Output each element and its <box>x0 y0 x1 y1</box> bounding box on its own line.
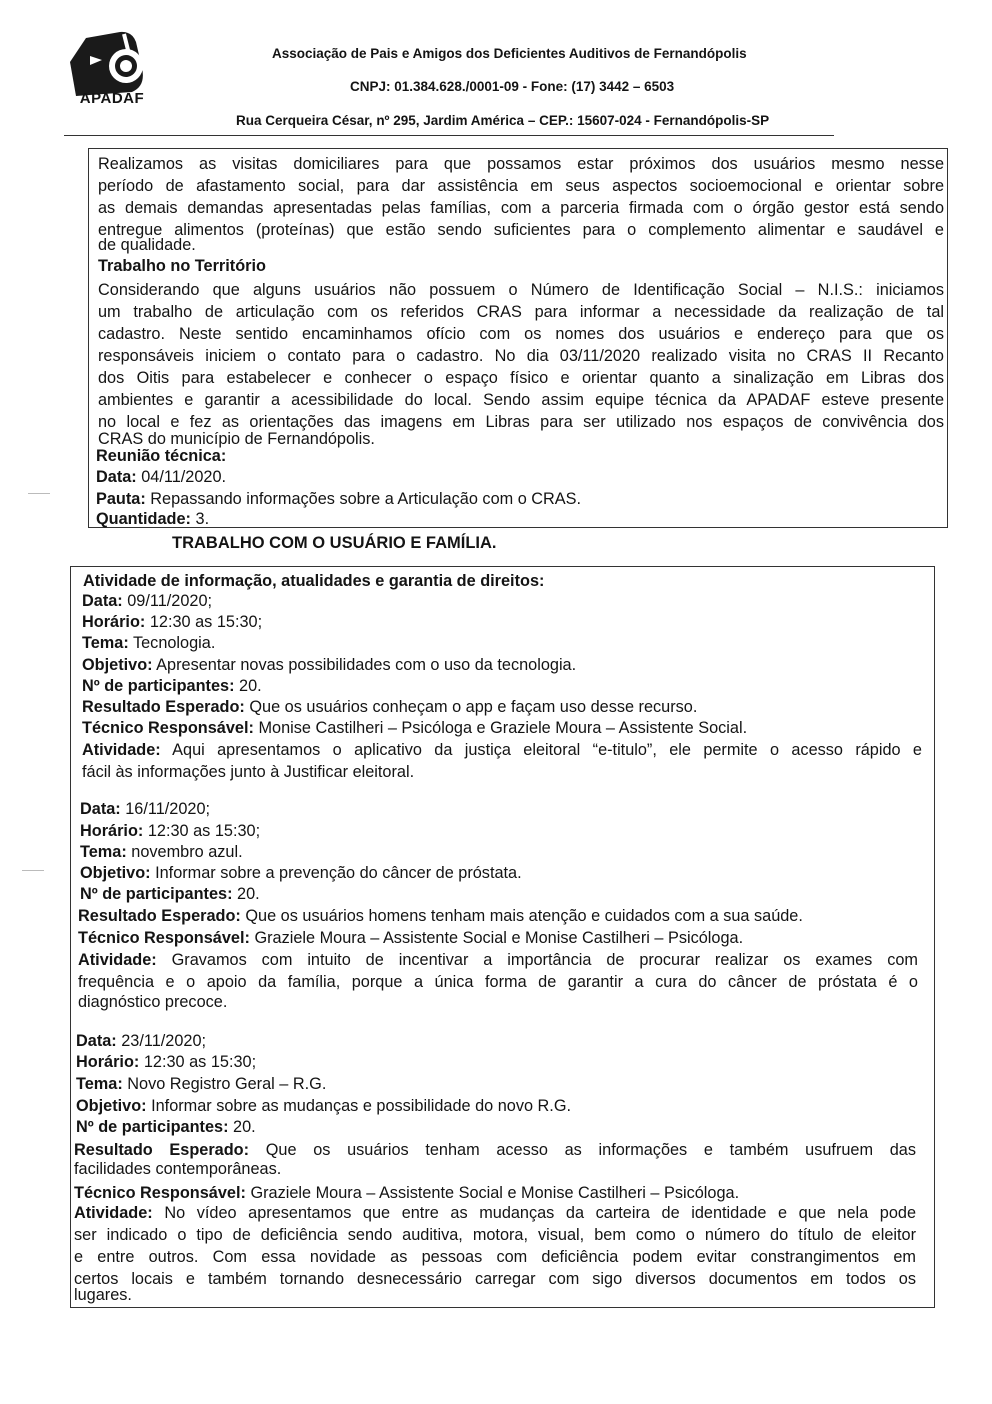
scan-mark <box>22 870 44 871</box>
entry-activity: Atividade: Gravamos com intuito de incentivar a importância de procurar realizar os exames com <box>78 951 918 969</box>
entry-technician: Técnico Responsável: Graziele Moura – Assistente Social e Monise Castilheri – Psicóloga. <box>74 1184 740 1202</box>
entry-participants: Nº de participantes: 20. <box>76 1118 256 1136</box>
paragraph-line: responsáveis iniciem o contato para o cadastro. No dia 03/11/2020 realizado visita no CRAS II Recanto <box>98 347 944 365</box>
entry-expected-result: Resultado Esperado: Que os usuários conheçam o app e façam uso desse recurso. <box>82 698 698 716</box>
activities-title: Atividade de informação, atualidades e garantia de direitos: <box>83 572 545 590</box>
entry-date: Data: 16/11/2020; <box>80 800 211 818</box>
entry-technician: Técnico Responsável: Monise Castilheri – Psicóloga e Graziele Moura – Assistente Social. <box>82 719 748 737</box>
meeting-date: Data: 04/11/2020. <box>96 468 227 486</box>
entry-objective: Objetivo: Informar sobre a prevenção do câncer de próstata. <box>80 864 522 882</box>
entry-expected-result-line: facilidades contemporâneas. <box>74 1160 282 1178</box>
meeting-agenda: Pauta: Repassando informações sobre a Articulação com o CRAS. <box>96 490 582 508</box>
paragraph-line: um trabalho de articulação com os referidos CRAS para informar a necessidade da realização de tal <box>98 303 944 321</box>
entry-activity-line: fácil às informações junto à Justificar eleitoral. <box>82 763 415 781</box>
entry-time: Horário: 12:30 as 15:30; <box>82 613 263 631</box>
scan-mark <box>28 493 50 494</box>
entry-date: Data: 23/11/2020; <box>76 1032 207 1050</box>
entry-activity-line: diagnóstico precoce. <box>78 993 228 1011</box>
address: Rua Cerqueira César, nº 295, Jardim América – CEP.: 15607-024 - Fernandópolis-SP <box>236 113 770 128</box>
section-title: TRABALHO COM O USUÁRIO E FAMÍLIA. <box>172 534 497 552</box>
entry-theme: Tema: novembro azul. <box>80 843 243 861</box>
entry-activity-line: ser indicado o tipo de deficiência sendo auditiva, motora, visual, bem como o número do título de eleitor <box>74 1226 916 1244</box>
section-heading: Reunião técnica: <box>96 447 227 465</box>
entry-time: Horário: 12:30 as 15:30; <box>80 822 261 840</box>
logo-text: APADAF <box>79 90 145 107</box>
paragraph-line: de qualidade. <box>98 236 196 254</box>
entry-theme: Tema: Novo Registro Geral – R.G. <box>76 1075 327 1093</box>
paragraph-line: ambientes e garantir a acessibilidade do local. Sendo assim equipe técnica da APADAF esteve presente <box>98 391 944 409</box>
paragraph-line: no local e fez as orientações das imagens em Libras para ser utilizado nos espaços de convivência dos <box>98 413 944 431</box>
entry-objective: Objetivo: Apresentar novas possibilidades com o uso da tecnologia. <box>82 656 577 674</box>
paragraph-line: Considerando que alguns usuários não possuem o Número de Identificação Social – N.I.S.: iniciamos <box>98 281 944 299</box>
paragraph-line: CRAS do município de Fernandópolis. <box>98 430 375 448</box>
entry-theme: Tema: Tecnologia. <box>82 634 216 652</box>
paragraph-line: período de afastamento social, para dar assistência em seus aspectos socioemocional e orientar sobre <box>98 177 944 195</box>
entry-activity-line: lugares. <box>74 1286 132 1304</box>
paragraph-line: entregue alimentos (proteínas) que estão sendo suficientes para o complemento alimentar e saudável e <box>98 221 944 239</box>
entry-activity-line: e entre outros. Com essa novidade as pessoas com deficiência podem evitar constrangimentos em <box>74 1248 916 1266</box>
org-name: Associação de Pais e Amigos dos Deficientes Auditivos de Fernandópolis <box>272 46 747 61</box>
entry-objective: Objetivo: Informar sobre as mudanças e possibilidade do novo R.G. <box>76 1097 572 1115</box>
paragraph-line: as demais demandas apresentadas pelas famílias, com a parceria firmada com o órgão gestor está sendo <box>98 199 944 217</box>
section-heading: Trabalho no Território <box>98 257 266 275</box>
entry-activity-line: certos locais e também tornando desnecessário carregar com sigo diversos documentos em todos os <box>74 1270 916 1288</box>
entry-participants: Nº de participantes: 20. <box>80 885 260 903</box>
header-divider <box>64 135 834 136</box>
paragraph-line: cadastro. Neste sentido encaminhamos ofício com os nomes dos usuários e endereço para que os <box>98 325 944 343</box>
paragraph-line: Realizamos as visitas domiciliares para que possamos estar próximos dos usuários mesmo nesse <box>98 155 944 173</box>
entry-time: Horário: 12:30 as 15:30; <box>76 1053 257 1071</box>
entry-activity: Atividade: No vídeo apresentamos que entre as mudanças da carteira de identidade e que nela pode <box>74 1204 916 1222</box>
entry-expected-result: Resultado Esperado: Que os usuários tenham acesso as informações e também usufruem das <box>74 1141 916 1159</box>
cnpj-phone: CNPJ: 01.384.628./0001-09 - Fone: (17) 3442 – 6503 <box>350 79 675 94</box>
entry-expected-result: Resultado Esperado: Que os usuários homens tenham mais atenção e cuidados com a sua saúde. <box>78 907 803 925</box>
entry-activity: Atividade: Aqui apresentamos o aplicativo da justiça eleitoral “e-titulo”, ele permite o acesso rápido e <box>82 741 922 759</box>
paragraph-line: dos Oitis para estabelecer e conhecer o espaço físico e orientar quanto a sinalização em Libras dos <box>98 369 944 387</box>
entry-activity-line: frequência e o apoio da família, porque a única forma de garantir a cura do câncer de próstata é o <box>78 973 918 991</box>
meeting-quantity: Quantidade: 3. <box>96 510 210 528</box>
entry-participants: Nº de participantes: 20. <box>82 677 262 695</box>
entry-technician: Técnico Responsável: Graziele Moura – Assistente Social e Monise Castilheri – Psicóloga. <box>78 929 744 947</box>
entry-date: Data: 09/11/2020; <box>82 592 213 610</box>
